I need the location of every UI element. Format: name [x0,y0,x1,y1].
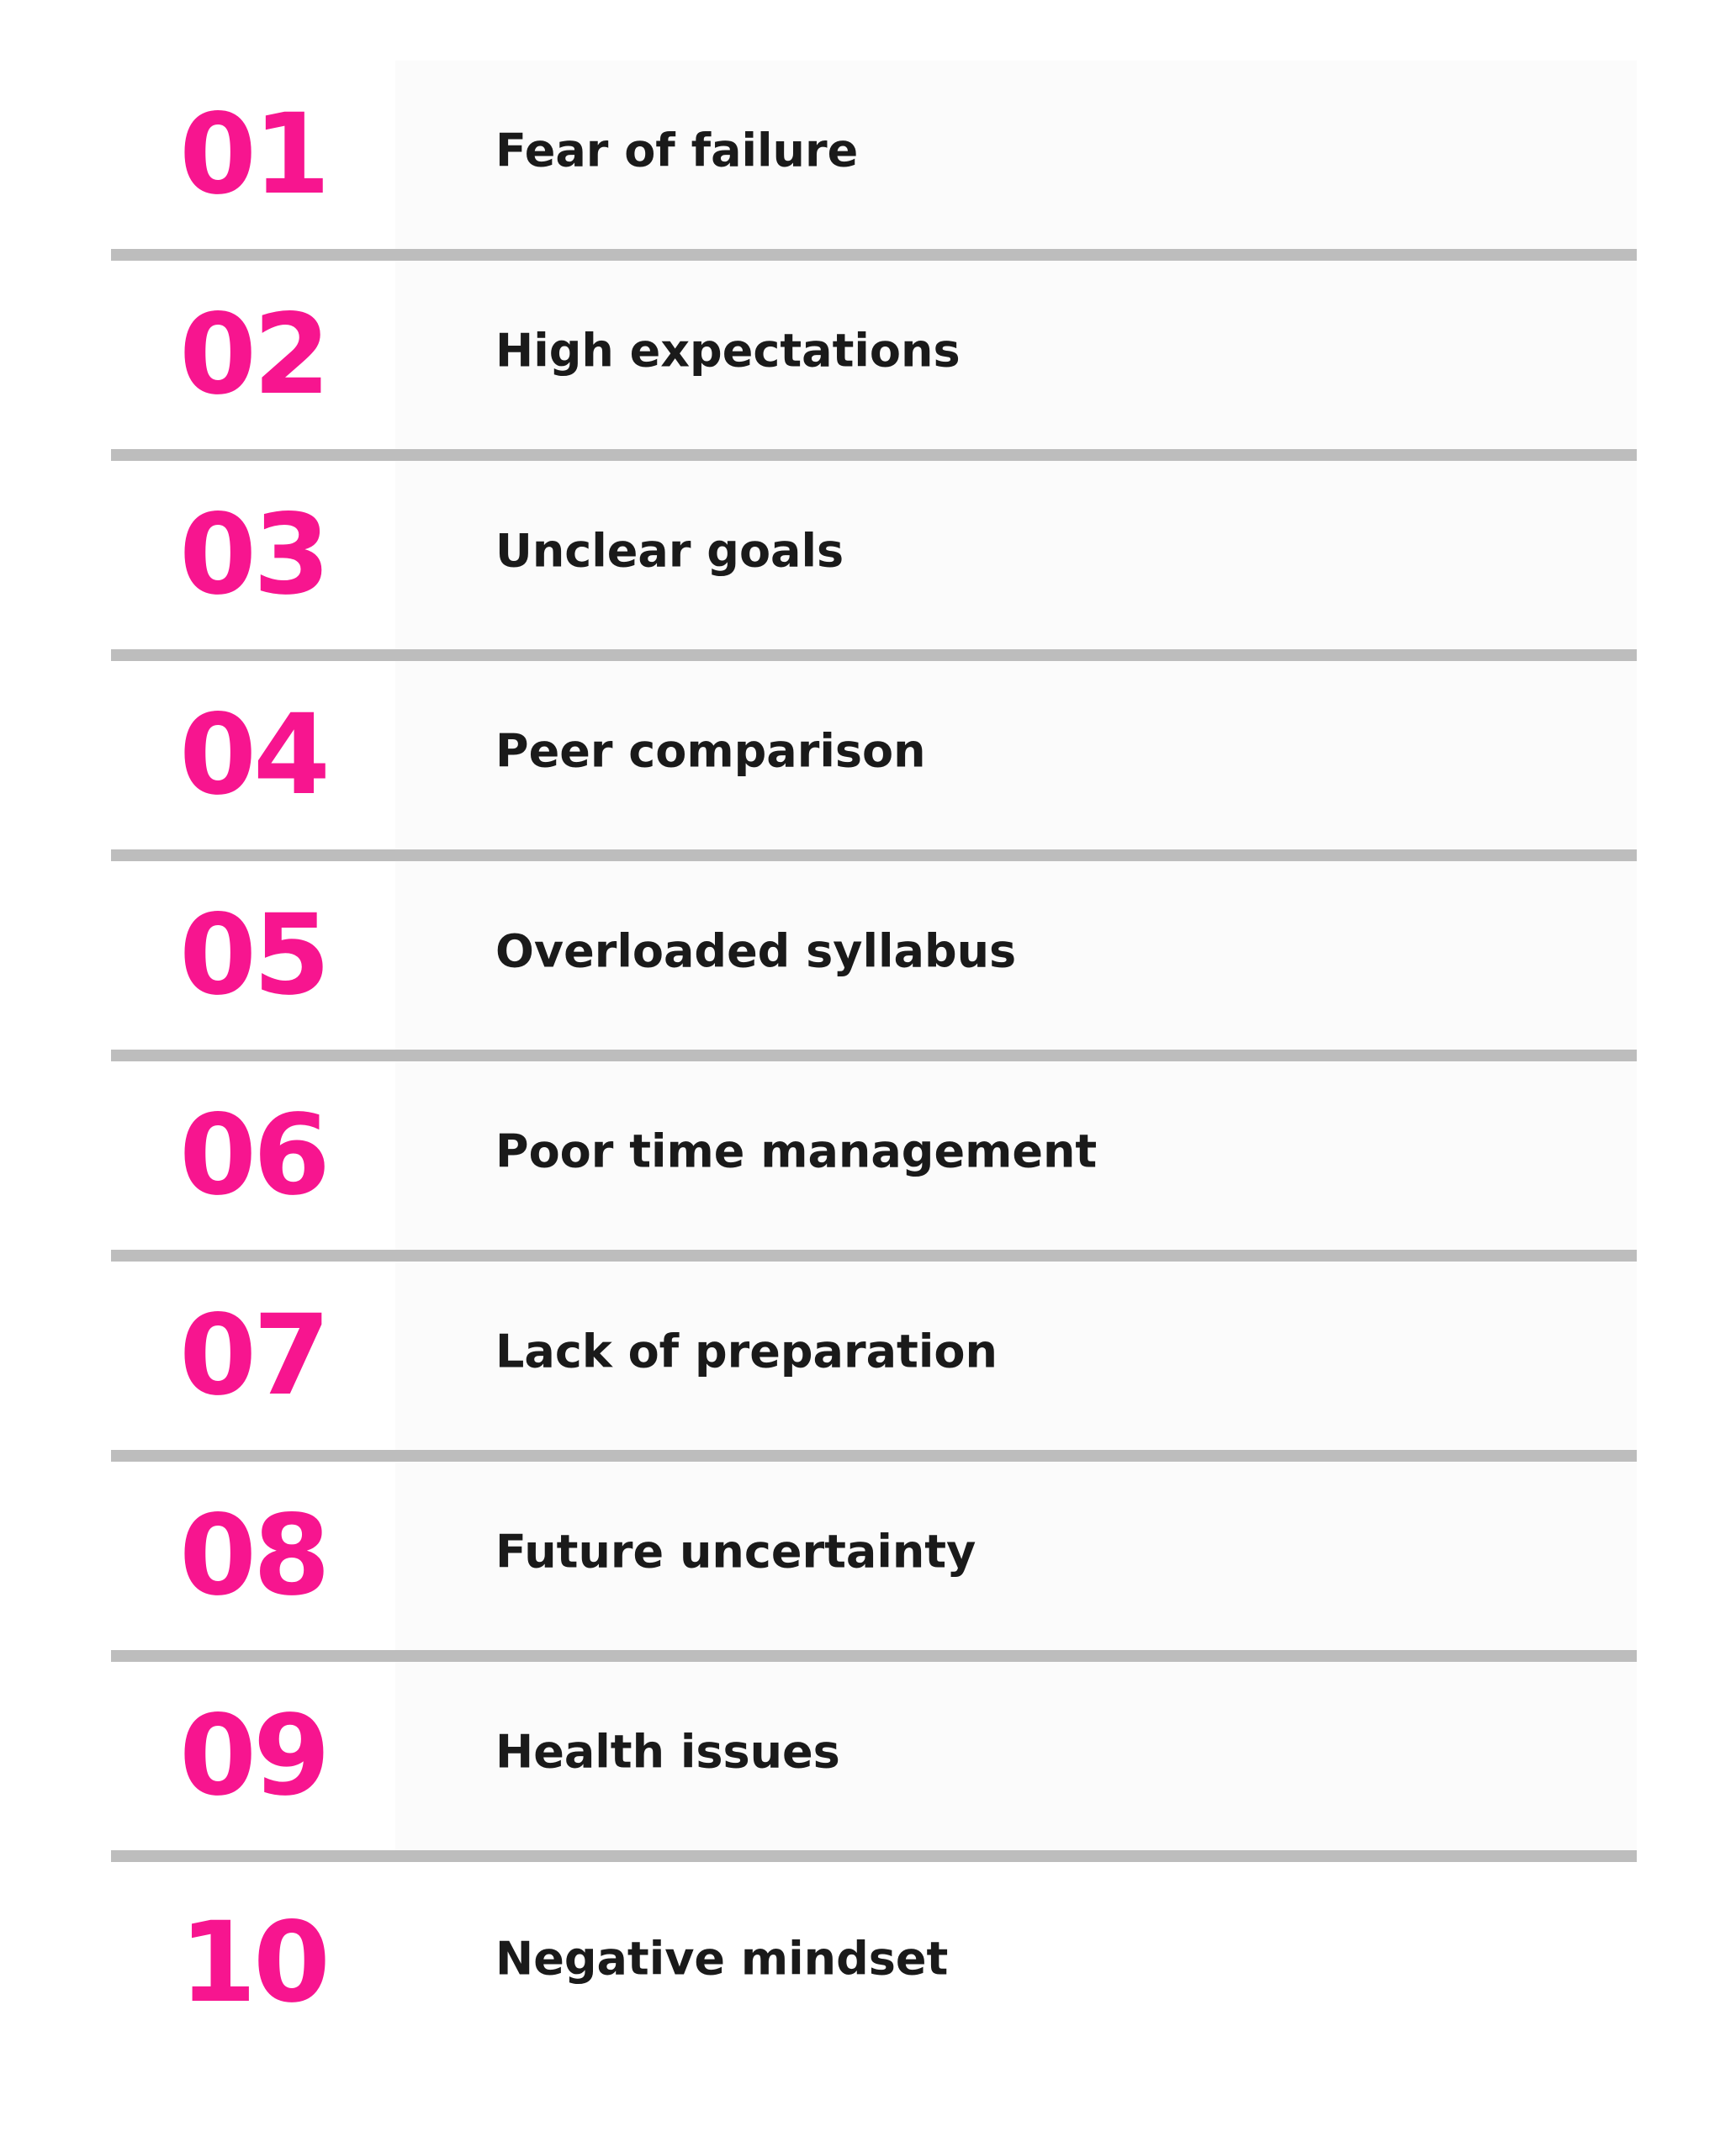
numbered-list [111,61,1637,2064]
item-number: 06 [179,1091,327,1220]
item-number: 03 [179,490,327,620]
number-cell [111,1061,395,1250]
list-item [111,1462,1637,1662]
number-cell [111,661,395,849]
item-number: 04 [179,690,327,820]
number-cell [111,1862,395,2064]
item-label: Future uncertainty [495,1525,977,1579]
list-item [111,1862,1637,2064]
item-number: 01 [179,90,327,220]
list-item [111,1662,1637,1862]
item-number: 07 [179,1291,327,1420]
item-label: Poor time management [495,1124,1098,1178]
number-cell [111,861,395,1050]
item-number: 05 [179,891,327,1020]
number-cell [111,61,395,249]
item-label: Overloaded syllabus [495,924,1017,978]
list-item [111,1262,1637,1462]
number-cell [111,1662,395,1850]
item-number: 08 [179,1491,327,1621]
list-item [111,661,1637,861]
item-label: Lack of preparation [495,1325,998,1378]
number-cell [111,1462,395,1650]
item-number: 02 [179,290,327,420]
item-label: Peer comparison [495,724,926,778]
number-cell [111,461,395,649]
item-number: 09 [179,1691,327,1821]
item-label: Negative mindset [495,1932,949,1986]
list-item [111,861,1637,1061]
list-item [111,1061,1637,1262]
list-item [111,261,1637,461]
item-label: Fear of failure [495,124,859,177]
list-item [111,461,1637,661]
list-item [111,61,1637,261]
item-label: High expectations [495,324,961,378]
number-cell [111,1262,395,1450]
item-label: Unclear goals [495,524,844,578]
number-cell [111,261,395,449]
item-label: Health issues [495,1725,840,1779]
item-number: 10 [179,1898,327,2028]
